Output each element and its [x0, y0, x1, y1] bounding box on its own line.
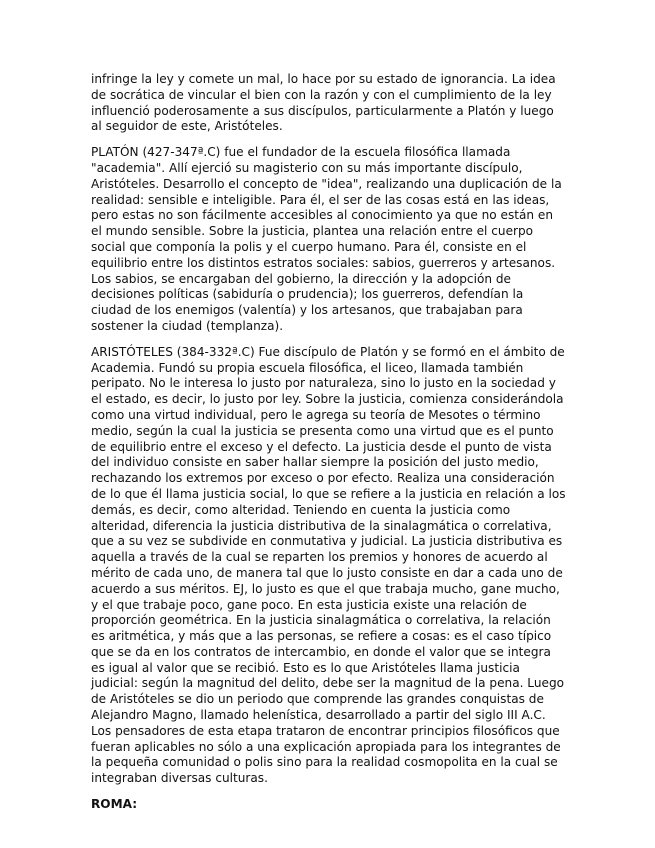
paragraph-aristoteles: ARISTÓTELES (384-332ª.C) Fue discípulo de Platón y se formó en el ámbito de Academia. Fundó su propia escuela filosófica, el liceo, llamada también peripato. No le interesa lo justo por naturaleza, sino lo justo en la sociedad y el estado, es decir, lo justo por ley. Sobre la justicia, comienza considerándola como una virtud individual, pero le agrega su teoría de Mesotes o término medio, según la cual la justicia se presenta como una virtud que es el punto de equilibrio entre el exceso y el defecto. La justicia desde el punto de vista del individuo consiste en saber hallar siempre la posición del justo medio, rechazando los extremos por exceso o por efecto. Realiza una consideración de lo que él llama justicia social, lo que se refiere a la justicia en relación a los demás, es decir, como alteridad. Teniendo en cuenta la justicia como alteridad, diferencia la justicia distributiva de la sinalagmática o correlativa, que a su vez se subdivide en conmutativa y judicial. La justicia distributiva es aquella a través de la cual se reparten los premios y honores de acuerdo al mérito de cada uno, de manera tal que lo justo consiste en dar a cada uno de acuerdo a sus méritos. EJ, lo justo es que el que trabaja mucho, gane mucho, y el que trabaje poco, gane poco. En esta justicia existe una relación de proporción geométrica. En la justicia sinalagmática o correlativa, la relación es aritmética, y más que a las personas, se refiere a cosas: es el caso típico que se da en los contratos de intercambio, en donde el valor que se integra es igual al valor que se recibió. Esto es lo que Aristóteles llama justicia judicial: según la magnitud del delito, debe ser la magnitud de la pena. Luego de Aristóteles se dio un periodo que comprende las grandes conquistas de Alejandro Magno, llamado helenística, desarrollado a partir del siglo III A.C. Los pensadores de esta etapa trataron de encontrar principios filosóficos que fueran aplicables no sólo a una explicación apropiada para los integrantes de la pequeña comunidad o polis sino para la realidad cosmopolita en la cual se integraban diversas culturas. [91, 344, 566, 786]
section-heading-roma: ROMA: [91, 797, 138, 812]
document-page [91, 72, 567, 813]
paragraph-socrates-conclusion: infringe la ley y comete un mal, lo hace por su estado de ignorancia. La idea de socrática de vincular el bien con la razón y con el cumplimiento de la ley influenció poderosamente a sus discípulos, particularmente a Platón y luego al seguidor de este, Aristóteles. [91, 72, 556, 134]
paragraph-platon: PLATÓN (427-347ª.C) fue el fundador de la escuela filosófica llamada "academia". Allí ejerció su magisterio con su más importante discípulo, Aristóteles. Desarrollo el concepto de "idea", realizando una duplicación de la realidad: sensible e inteligible. Para él, el ser de las cosas está en las ideas, pero estas no son fácilmente accesibles al conocimiento ya que no están en el mundo sensible. Sobre la justicia, plantea una relación entre el cuerpo social que componía la polis y el cuerpo humano. Para él, consiste en el equilibrio entre los distintos estratos sociales: sabios, guerreros y artesanos. Los sabios, se encargaban del gobierno, la dirección y la adopción de decisiones políticas (sabiduría o prudencia); los guerreros, defendían la ciudad de los enemigos (valentía) y los artesanos, que trabajaban para sostener la ciudad (templanza). [91, 145, 562, 333]
